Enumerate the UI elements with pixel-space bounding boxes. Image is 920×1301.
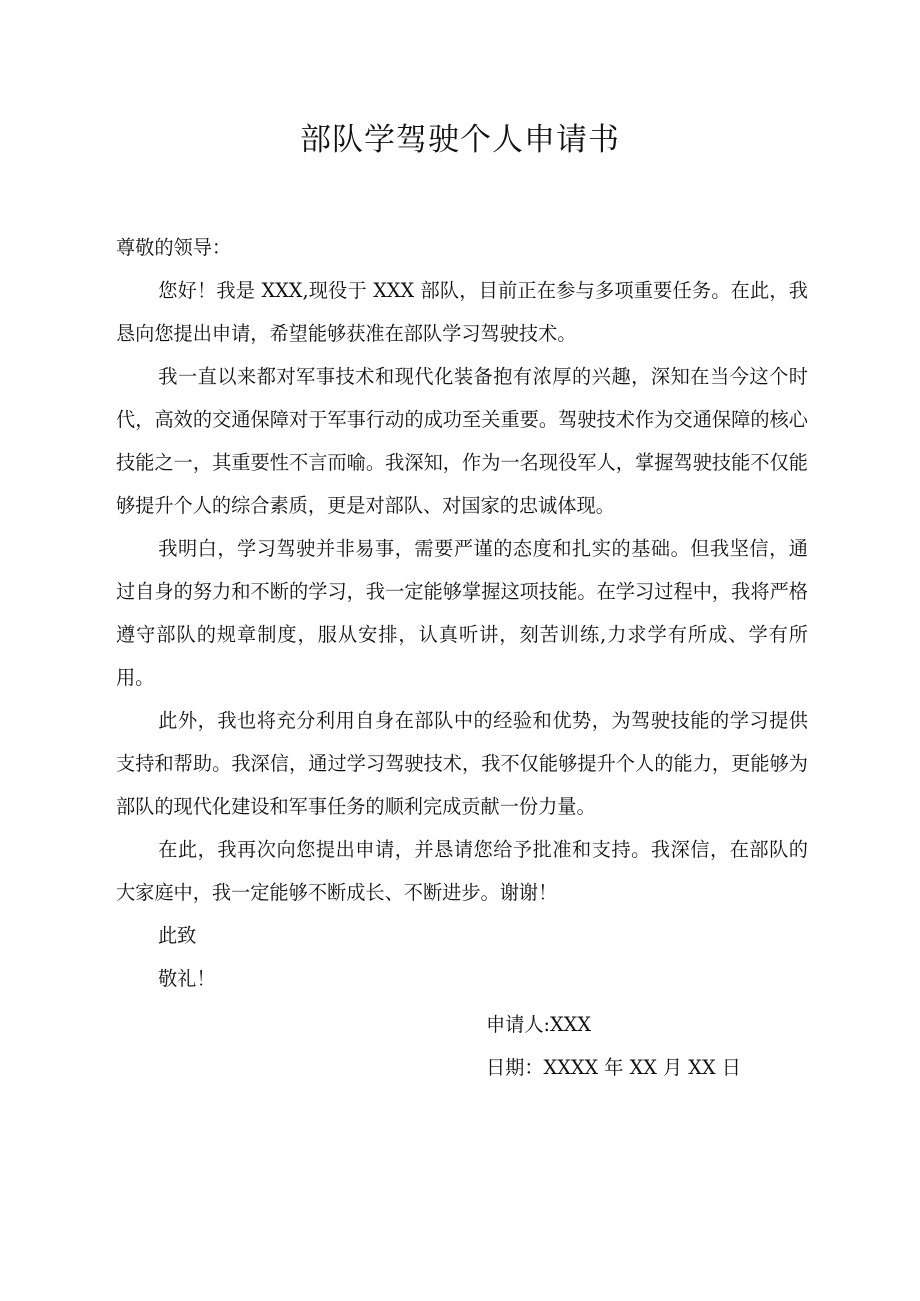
- signature-applicant: 申请人:XXX: [486, 1013, 592, 1036]
- document-title: 部队学驾驶个人申请书: [300, 122, 620, 158]
- signature-date: 日期：XXXX 年 XX 月 XX 日: [486, 1056, 741, 1079]
- paragraph-contribution: 此外，我也将充分利用自身在部队中的经验和优势，为驾驶技能的学习提供支持和帮助。我深信，通过学习驾驶技术，我不仅能够提升个人的能力，更能够为部队的现代化建设和军事任务的顺利完成贡献一份力量。: [116, 709, 808, 818]
- paragraph-motivation: 我一直以来都对军事技术和现代化装备抱有浓厚的兴趣，深知在当今这个时代，高效的交通保障对于军事行动的成功至关重要。驾驶技术作为交通保障的核心技能之一，其重要性不言而喻。我深知，作为一名现役军人，掌握驾驶技能不仅能够提升个人的综合素质，更是对部队、对国家的忠诚体现。: [116, 365, 808, 517]
- salutation: 尊敬的领导：: [116, 236, 232, 259]
- closing-line-1: 此致: [158, 924, 197, 947]
- closing-line-2: 敬礼！: [158, 967, 216, 990]
- paragraph-commitment: 我明白，学习驾驶并非易事，需要严谨的态度和扎实的基础。但我坚信，通过自身的努力和不断的学习，我一定能够掌握这项技能。在学习过程中，我将严格遵守部队的规章制度，服从安排，认真听讲，刻苦训练,力求学有所成、学有所用。: [116, 537, 808, 689]
- letter-body: [116, 226, 808, 1000]
- paragraph-request: 在此，我再次向您提出申请，并恳请您给予批准和支持。我深信，在部队的大家庭中，我一定能够不断成长、不断进步。谢谢！: [116, 838, 808, 904]
- paragraph-greeting: 您好！我是 XXX,现役于 XXX 部队，目前正在参与多项重要任务。在此，我恳向您提出申请，希望能够获准在部队学习驾驶技术。: [116, 279, 808, 345]
